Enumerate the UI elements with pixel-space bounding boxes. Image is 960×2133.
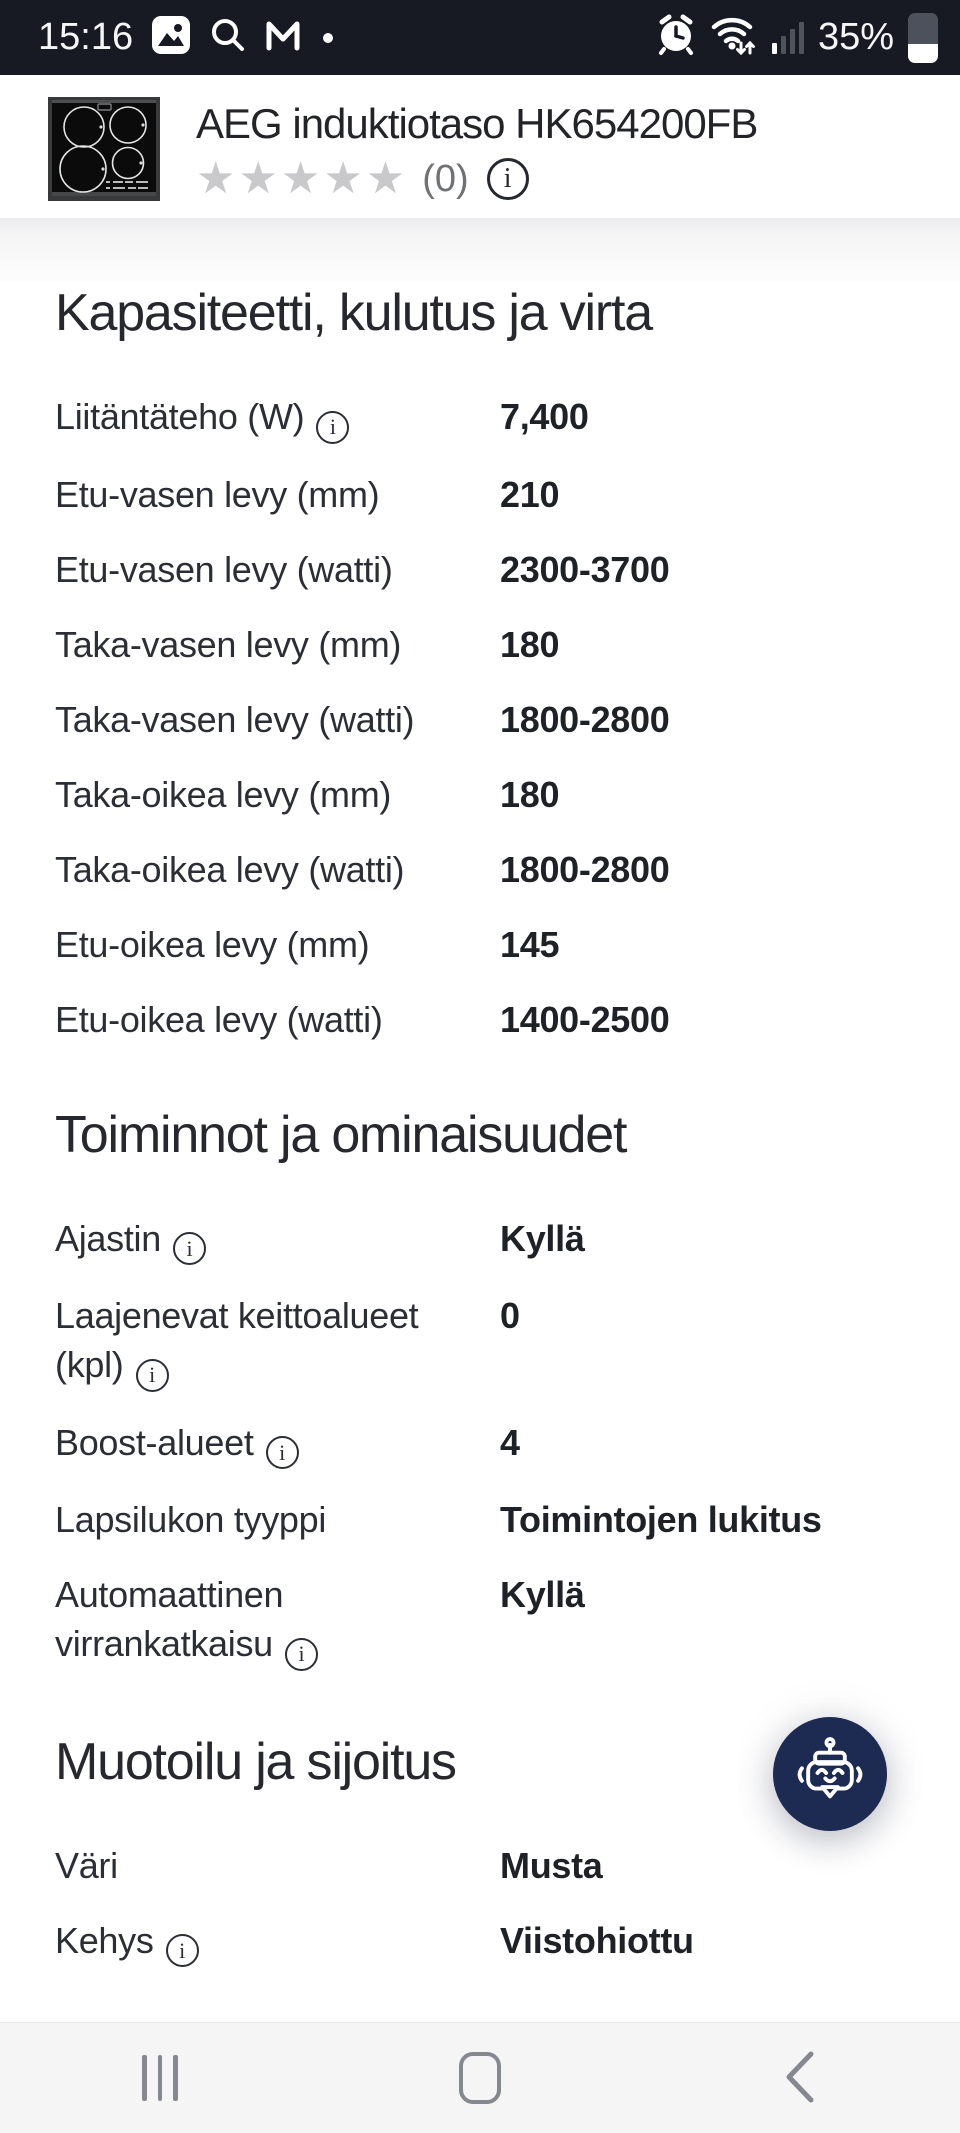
signal-icon	[772, 22, 804, 54]
status-bar	[0, 0, 960, 75]
spec-label: Etu-oikea levy (mm)	[55, 923, 370, 965]
table-row	[55, 770, 905, 819]
gmail-icon	[265, 16, 301, 59]
spec-value: 1800-2800	[500, 698, 670, 740]
table-row	[55, 1418, 905, 1470]
home-button[interactable]	[320, 2023, 640, 2133]
table-row	[55, 1214, 905, 1266]
table-row	[55, 995, 905, 1044]
info-icon[interactable]: i	[173, 1232, 206, 1265]
table-row	[55, 545, 905, 594]
info-icon[interactable]: i	[166, 1934, 199, 1967]
rating-info-icon[interactable]: i	[487, 158, 529, 200]
spec-label: Etu-oikea levy (watti)	[55, 998, 383, 1040]
table-row	[55, 1916, 905, 1968]
spec-value: 1400-2500	[500, 998, 670, 1040]
spec-label: Boost-alueet i	[55, 1418, 500, 1470]
table-row	[55, 920, 905, 969]
section-capacity	[55, 282, 905, 1044]
spec-label: Taka-vasen levy (watti)	[55, 698, 415, 740]
notification-dot-icon	[323, 33, 333, 43]
spec-label: Taka-oikea levy (mm)	[55, 773, 392, 815]
table-row	[55, 845, 905, 894]
section-features	[55, 1104, 905, 1671]
spec-label: Laajenevat keittoalueet (kpl) i	[55, 1291, 500, 1392]
spec-value: Musta	[500, 1844, 603, 1886]
battery-icon	[908, 13, 938, 63]
table-row	[55, 392, 905, 444]
spec-label: Lapsilukon tyyppi	[55, 1499, 327, 1540]
section-title: Kapasiteetti, kulutus ja virta	[55, 284, 652, 342]
spec-value: Toimintojen lukitus	[500, 1499, 822, 1540]
rating-count: (0)	[422, 157, 469, 200]
home-icon	[459, 2052, 501, 2104]
spec-value: Kyllä	[500, 1574, 585, 1615]
spec-value: 180	[500, 623, 560, 665]
table-row	[55, 470, 905, 519]
spec-value: 4	[500, 1421, 520, 1463]
spec-value: Kyllä	[500, 1217, 585, 1259]
product-header	[0, 75, 960, 218]
spec-label: Etu-vasen levy (watti)	[55, 548, 393, 590]
table-row	[55, 1291, 905, 1392]
rating-row[interactable]	[196, 154, 757, 203]
spec-value: 2300-3700	[500, 548, 670, 590]
wifi-icon	[710, 13, 758, 62]
section-title: Muotoilu ja sijoitus	[55, 1732, 456, 1791]
spec-value: Viistohiottu	[500, 1919, 694, 1961]
spec-label: Ajastin i	[55, 1214, 500, 1266]
spec-value: 210	[500, 473, 560, 515]
chat-assistant-button[interactable]	[773, 1717, 887, 1831]
spec-label: Automaattinen virrankatkaisu i	[55, 1570, 500, 1671]
spec-value: 0	[500, 1295, 520, 1336]
product-thumbnail	[48, 97, 160, 201]
spec-value: 180	[500, 773, 560, 815]
back-icon	[783, 2050, 817, 2107]
table-row	[55, 695, 905, 744]
info-icon[interactable]: i	[316, 411, 349, 444]
section-title: Toiminnot ja ominaisuudet	[55, 1105, 627, 1164]
navigation-bar	[0, 2022, 960, 2133]
recents-icon	[142, 2055, 178, 2101]
spec-label: Taka-oikea levy (watti)	[55, 848, 405, 890]
info-icon[interactable]: i	[266, 1436, 299, 1469]
header-divider-band	[0, 218, 960, 282]
robot-chat-icon	[791, 1734, 869, 1815]
table-row	[55, 1495, 905, 1544]
info-icon[interactable]: i	[285, 1638, 318, 1671]
table-row	[55, 1841, 905, 1890]
search-icon	[209, 16, 247, 59]
spec-value: 7,400	[500, 396, 589, 437]
gallery-icon	[151, 15, 191, 60]
product-title: AEG induktiotaso HK654200FB	[196, 100, 758, 147]
spec-value: 1800-2800	[500, 848, 670, 890]
clock-time: 15:16	[38, 16, 134, 58]
info-icon[interactable]: i	[136, 1359, 169, 1392]
rating-stars[interactable]: ★★★★★	[196, 154, 409, 203]
spec-label: Liitäntäteho (W) i	[55, 392, 500, 444]
alarm-icon	[656, 14, 696, 61]
spec-label: Kehys i	[55, 1916, 500, 1968]
spec-label: Taka-vasen levy (mm)	[55, 623, 402, 665]
back-button[interactable]	[640, 2023, 960, 2133]
table-row	[55, 620, 905, 669]
spec-value: 145	[500, 923, 560, 965]
recents-button[interactable]	[0, 2023, 320, 2133]
battery-percent: 35%	[817, 16, 894, 58]
table-row	[55, 1570, 905, 1671]
spec-label: Etu-vasen levy (mm)	[55, 473, 380, 515]
spec-label: Väri	[55, 1844, 118, 1886]
